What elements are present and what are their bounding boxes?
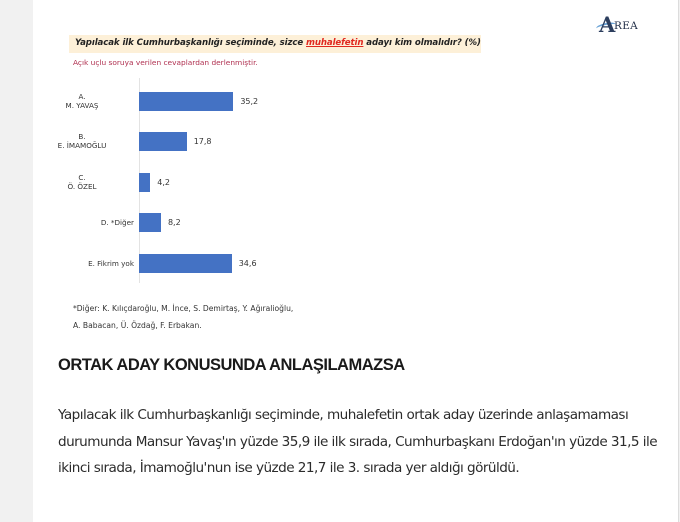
section-heading: ORTAK ADAY KONUSUNDA ANLAŞILAMAZSA [58,356,405,374]
chart-row [33,173,678,193]
poll-chart-image [33,0,678,340]
category-label: D. *Diğer [100,218,134,227]
bar [139,254,232,273]
question-prefix: Yapılacak ilk Cumhurbaşkanlığı seçiminde, sizce [75,38,306,48]
category-label: E. Fikrim yok [88,259,134,268]
question-highlight: muhalefetin [306,38,364,48]
bar [139,213,161,232]
chart-footnote [73,300,293,334]
footnote-line-1: *Diğer: K. Kılıçdaroğlu, M. İnce, S. Demirtaş, Y. Ağıralioğlu, [73,304,294,313]
bar [139,92,233,111]
chart-subnote: Açık uçlu soruya verilen cevaplardan derlenmiştir. [73,58,258,67]
logo-initial: A [599,12,616,37]
chart-row [33,254,678,274]
category-label: C. Ö. ÖZEL [67,173,97,191]
value-label: 17,8 [193,137,212,146]
question-suffix: adayı kim olmalıdır? (%) [363,38,481,48]
article-panel [33,0,679,522]
chart-row [33,92,678,112]
article-paragraph: Yapılacak ilk Cumhurbaşkanlığı seçiminde, muhalefetin ortak aday üzerinde anlaşamaması durumunda Mansur Yavaş'ın yüzde 35,9 ile ilk sırada, Cumhurbaşkanı Erdoğan'ın yüzde 31,5 ile ikinci sırada, İmamoğlu'nun ise yüzde 21,7 ile 3. sırada yer aldığı görüldü. [58,407,658,476]
value-label: 8,2 [167,218,181,227]
value-label: 35,2 [240,97,259,106]
bar [139,132,187,151]
footnote-line-2: A. Babacan, Ü. Özdağ, F. Erbakan. [73,321,202,330]
chart-row [33,132,678,152]
chart-question [75,38,481,48]
category-label: A. M. YAVAŞ [65,92,99,110]
logo-text: REA [614,20,639,32]
bar [139,173,150,192]
value-label: 4,2 [157,178,170,187]
chart-row [33,213,678,233]
area-logo [599,12,659,38]
category-label: B. E. İMAMOĞLU [57,132,107,150]
value-label: 34,6 [238,259,257,268]
